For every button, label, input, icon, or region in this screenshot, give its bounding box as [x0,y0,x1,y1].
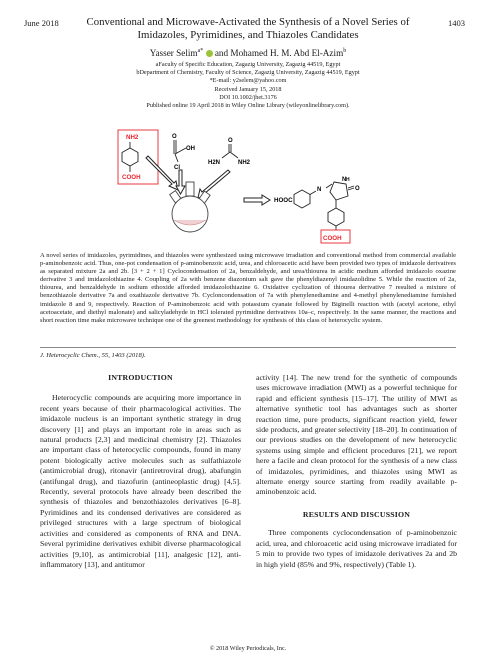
oh-label: OH [186,146,195,152]
carbonyl-o-label: O [172,134,177,140]
intro-continued-paragraph: activity [14]. The new trend for the synthetic of compounds uses microwave irradiation (MWI) as a powerful technique for rapid and efficient synthesis [15–17]. The utility of MWI as alternative synthetic tool has advantages such as shorter reaction time, pure products, significant reaction yield, fewer side products, and greater selectivity [18–20]. In continuation of our previous studies on the development of new heterocyclic systems using simple and efficient procedures [21], we report here a facile and clean protocol for the synthesis of a new class of imidazoles, pyrimidines, and thiazoles using MWI as alternate energy source starting from readily available p-aminobenzoic acid. [256,373,457,497]
nh2-label: NH2 [126,134,139,141]
results-heading: RESULTS AND DISCUSSION [302,509,411,519]
author-2-marks: b [343,48,347,54]
author-1: Yasser Selim [149,48,198,59]
published-online: Published online 19 April 2018 in Wiley Online Library (wileyonlinelibrary.com). [146,102,350,110]
running-date: June 2018 [24,18,59,28]
cooh-bottom-label: COOH [323,235,342,242]
orcid-icon[interactable] [206,50,213,57]
urea-nh2-label: NH2 [238,160,251,166]
ring-h-label: H [346,177,350,183]
copyright-footer: © 2018 Wiley Periodicals, Inc. [209,645,287,652]
imidazole-product [294,182,354,243]
email[interactable]: *E-mail: y2selem@yahoo.com [209,77,287,85]
ring-o-label: O [355,186,360,192]
urea-o-label: O [228,138,233,144]
author-list [60,46,436,59]
affiliations [60,61,436,110]
results-paragraph: Three components cyclocondensation of p-aminobenzoic acid, urea, and chloroacetic acid using microwave irradiated for 5 min to provide two types of imidazole derivatives 2a and 2b in high yield (85% and 9%, respectively) (Table 1). [256,528,457,569]
article-title [60,16,436,41]
left-column [40,373,241,570]
author-connector: and Mohamed H. M. Abd El-Azim [212,48,344,59]
urea [222,144,238,158]
title-line-2: Imidazoles, Pyrimidines, and Thiazoles Candidates [137,28,359,41]
ring-nh-n-label: N [342,177,347,183]
page-number: 1403 [448,18,465,28]
chloroacetic-acid [174,140,186,162]
cooh-left-label: COOH [122,174,141,181]
imine-n-label: N [317,187,322,193]
graphical-abstract-scheme [116,128,378,246]
title-line-1: Conventional and Microwave-Activated the Synthesis of a Novel Series of [86,16,410,28]
abstract: A novel series of imidazoles, pyrimidines, and thiazoles were synthesized using microwave irradiation and conventional method from commercial available p-aminobenzoic acid. Thus, one-pot condensation of p-aminobenzoic acid, urea, and chloroacetic acid have been provided two types of imidazole derivatives as separated mixture 2a and 2b. [3 + 2 + 1] Cyclocondensation of 2a, benzaldehyde, and urea/thiourea in acidic medium afforded imidazolo oxazine derivative 3 and imidazolothiazine 4. Coupling of 2a with benzene diazonium salt gave the phenyldiazenyl imidazolidine 5. While the reaction of 2a, thiourea, and benzaldehyde in sodium ethoxide afforded imidazolothiazine 6. Oxidative cyclization of thiourea derivative 7 resulted a mixture of benzothiazole derivative 7a and oxathiazole derivative 7b. Cycloncondensation of 7a with phenylenediamine and 4-methyl phenylenediamine furnished imidazole 8 and 9, respectively. Reaction of P-aminobenzoic acid with potassium cyanate followed by Biginelli reaction with (acetyl acetone, ethyl acetoacetate, and diethyl malonate) and salicyladehyde in HCl tolerated pyrimidine derivatives 10a–c, respectively. In the same manner, the reactions and short reaction time make microwave technique one of the greenest methodology for synthesis of this class of heterocyclic system. [40,252,456,324]
journal-citation: J. Heterocyclic Chem., 55, 1403 (2018). [40,352,146,359]
introduction-heading: INTRODUCTION [108,373,173,382]
affiliation-b: bDepartment of Chemistry, Faculty of Science, Zagazig University, Zagazig 44519, Egypt [136,69,360,77]
right-column [256,373,457,570]
affiliation-a: aFaculty of Specific Education, Zagazig University, Zagazig 44519, Egypt [155,61,341,68]
received-date: Received January 15, 2018 [214,85,282,93]
introduction-paragraph: Heterocyclic compounds are acquiring more importance in recent years because of their pharmacological activities. The imidazole nucleus is an important synthetic strategy in drug discovery [1] and plays an important role in areas such as natural products [2,3] and medicinal chemistry [2]. Thiazoles are important class of heterocyclic compounds, found in many potent biologically active molecules such as sulfathiazole (antimicrobial drug), ritonavir (antiretroviral drug), abafungin (antifungal drug), and tiazofurin (antineoplastic drug) [4,5]. Recently, several protocols have already been described the synthesis of thiazoles and benzothiazoles derivatives [6–8]. Pyrimidines and its condensed derivatives are considered as privileged structures with a large spectrum of biological activities and considered as components of RNA and DNA. Several pyrimidine derivatives exhibit diverse pharmacological activities [9,10], as antimicrobial [11], analgesic [12], anti-inflammatory [13], and antitumor [40,393,241,569]
author-1-marks: a* [197,48,204,54]
hooc-label: HOOC [274,197,293,204]
abstract-divider [40,347,456,348]
doi[interactable]: DOI 10.1002/jhet.3176 [219,93,277,101]
urea-h2n-label: H2N [208,160,221,166]
cl-label: Cl [174,165,180,171]
